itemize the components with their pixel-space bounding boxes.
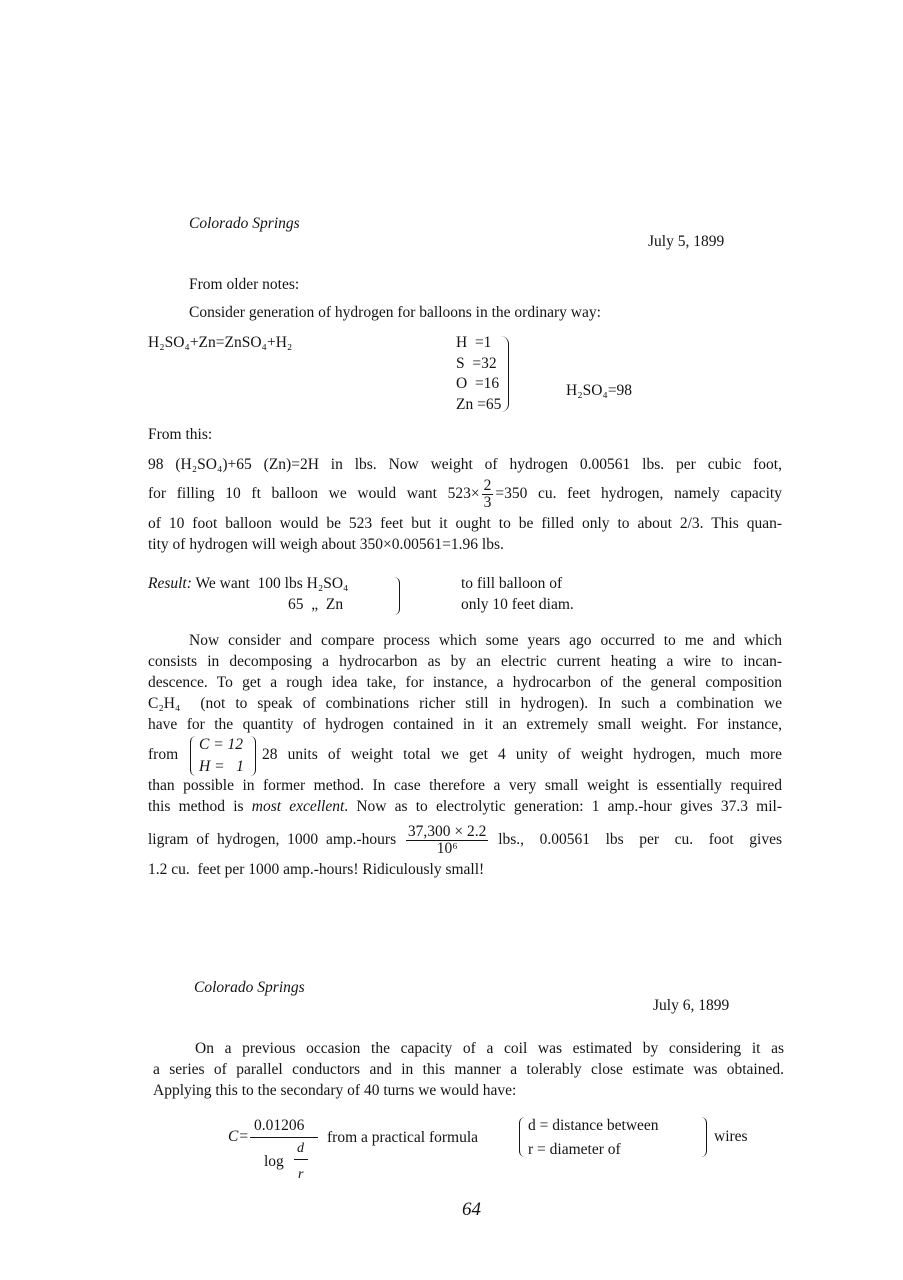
text-line: than possible in former method. In case therefore a very small weight is essentially required <box>148 777 782 794</box>
element-weight: H =1 <box>456 334 492 351</box>
denominator: 3 <box>483 493 492 511</box>
brace <box>519 1117 526 1157</box>
fraction-bar <box>250 1137 318 1138</box>
intro-text: From older notes: <box>189 276 300 293</box>
result-line: 65 „ Zn <box>288 596 344 613</box>
text-segment: this method is <box>148 798 244 815</box>
text-segment: from <box>148 746 179 763</box>
result-text: only 10 feet diam. <box>461 596 574 613</box>
text-segment: ligram of hydrogen, 1000 amp.-hours <box>148 831 397 848</box>
reaction-equation: H₂SO₄+Zn=ZnSO₄+H₂ <box>148 334 293 351</box>
result-line <box>148 575 348 593</box>
formula-log: log <box>264 1153 284 1170</box>
text-segment: for filling 10 ft balloon we would want 523× <box>148 485 480 502</box>
text-line <box>148 822 782 858</box>
text-line: have for the quantity of hydrogen contained in it an extremely small weight. For instance, <box>148 716 782 733</box>
text-line: Applying this to the secondary of 40 turns we would have: <box>153 1082 517 1099</box>
text-line: 98 (H₂SO₄)+65 (Zn)=2H in lbs. Now weight of hydrogen 0.00561 lbs. per cubic foot, <box>148 456 782 473</box>
definition-d: d = distance between <box>528 1117 659 1134</box>
denominator: 10⁶ <box>436 839 458 857</box>
formula-c: C= <box>228 1128 249 1145</box>
text-line <box>148 476 782 512</box>
emphasis: most excellent <box>251 798 345 815</box>
numerator: 37,300 × 2.2 <box>407 822 487 840</box>
element-weight: S =32 <box>456 355 497 372</box>
brace <box>500 336 509 412</box>
entry-date: July 5, 1899 <box>648 233 725 250</box>
entry-place: Colorado Springs <box>194 979 305 996</box>
formula-d: d <box>297 1141 304 1156</box>
text-line: Now consider and compare process which some years ago occurred to me and which <box>189 632 782 649</box>
fraction <box>482 478 494 511</box>
text-line: 28 units of weight total we get 4 unity of weight hydrogen, much more <box>262 746 782 763</box>
numerator: 2 <box>483 476 492 494</box>
formula-text: wires <box>714 1128 748 1145</box>
entry-date: July 6, 1899 <box>653 997 730 1014</box>
result-text: to fill balloon of <box>461 575 563 592</box>
hydrogen-weight: H = 1 <box>199 758 244 775</box>
intro-text: Consider generation of hydrogen for balloons in the ordinary way: <box>189 304 601 321</box>
text-segment: =350 cu. feet hydrogen, namely capacity <box>495 485 782 502</box>
element-weight: Zn =65 <box>456 396 502 413</box>
text-line: On a previous occasion the capacity of a coil was estimated by considering it as <box>195 1040 784 1057</box>
text-line: consists in decomposing a hydrocarbon as by an electric current heating a wire to incan- <box>148 653 782 670</box>
text-line <box>148 798 782 816</box>
brace <box>700 1117 707 1157</box>
molar-weight: H₂SO₄=98 <box>566 382 633 399</box>
text-line: C₂H₄ (not to speak of combinations richer still in hydrogen). In such a combination we <box>148 695 782 712</box>
text-line: 1.2 cu. feet per 1000 amp.-hours! Ridiculously small! <box>148 861 485 878</box>
text-line: descence. To get a rough idea take, for instance, a hydrocarbon of the general composition <box>148 674 782 691</box>
text-segment: We want 100 lbs H₂SO₄ <box>195 575 349 592</box>
brace <box>392 577 400 615</box>
text-segment: . Now as to electrolytic generation: 1 amp.-hour gives 37.3 mil- <box>344 798 782 815</box>
text-line: tity of hydrogen will weigh about 350×0.00561=1.96 lbs. <box>148 536 504 553</box>
formula-text: from a practical formula <box>327 1129 479 1146</box>
formula-numerator: 0.01206 <box>254 1117 305 1134</box>
brace <box>190 736 197 776</box>
carbon-weight: C = 12 <box>199 736 244 753</box>
definition-r: r = diameter of <box>528 1141 621 1158</box>
fraction-bar <box>294 1159 308 1160</box>
page-number: 64 <box>462 1199 481 1220</box>
text-segment: lbs., 0.00561 lbs per cu. foot gives <box>498 831 782 848</box>
result-label: Result: <box>148 575 192 592</box>
text-line: a series of parallel conductors and in this manner a tolerably close estimate was obtained. <box>153 1061 784 1078</box>
fraction <box>406 824 489 857</box>
entry-place: Colorado Springs <box>189 215 300 232</box>
element-weight: O =16 <box>456 375 500 392</box>
text-line: From this: <box>148 426 213 443</box>
text-line: of 10 foot balloon would be 523 feet but it ought to be filled only to about 2/3. This quan- <box>148 515 782 532</box>
formula-r: r <box>298 1167 304 1182</box>
brace <box>249 736 256 776</box>
